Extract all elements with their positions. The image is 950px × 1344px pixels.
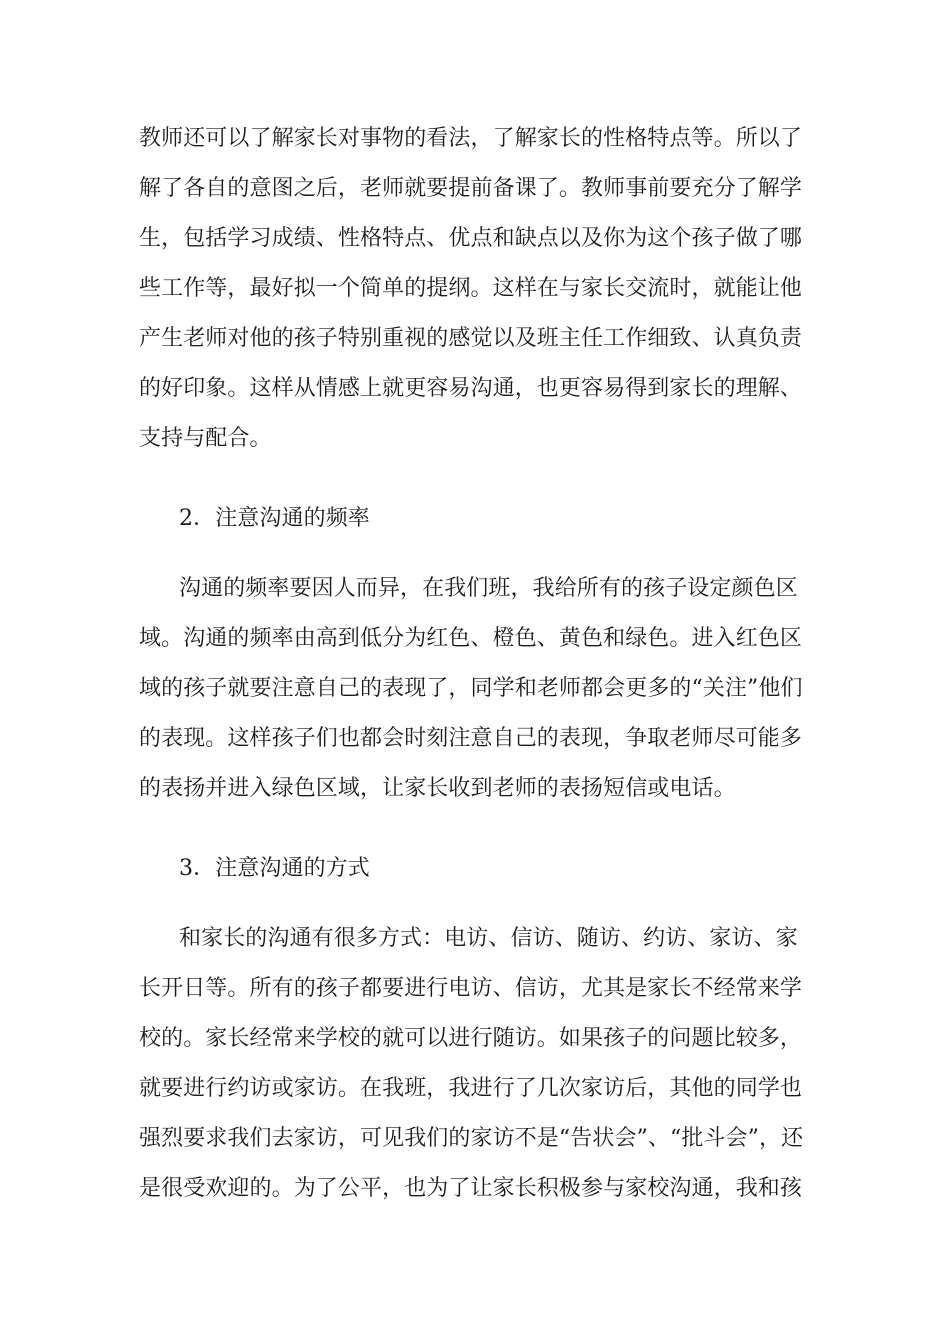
paragraph-line: 教师还可以了解家长对事物的看法，了解家长的性格特点等。所以了 [139, 126, 803, 151]
paragraph-line: 些工作等，最好拟一个简单的提纲。这样在与家长交流时，就能让他 [139, 276, 803, 301]
paragraph-line: 和家长的沟通有很多方式：电访、信访、随访、约访、家访、家 [179, 926, 798, 951]
paragraph-line: 长开日等。所有的孩子都要进行电访、信访，尤其是家长不经常来学 [139, 976, 803, 1001]
paragraph-line: 支持与配合。 [139, 426, 272, 451]
paragraph-line: 强烈要求我们去家访，可见我们的家访不是“告状会”、“批斗会”，还 [139, 1126, 804, 1151]
section-heading-3: 3．注意沟通的方式 [179, 856, 370, 881]
section-heading-2: 2．注意沟通的频率 [179, 506, 370, 531]
paragraph-line: 生，包括学习成绩、性格特点、优点和缺点以及你为这个孩子做了哪 [139, 226, 803, 251]
paragraph-line: 域。沟通的频率由高到低分为红色、橙色、黄色和绿色。进入红色区 [139, 626, 803, 651]
paragraph-line: 是很受欢迎的。为了公平，也为了让家长积极参与家校沟通，我和孩 [139, 1176, 803, 1201]
paragraph-line: 域的孩子就要注意自己的表现了，同学和老师都会更多的“关注”他们 [139, 676, 803, 701]
paragraph-line: 就要进行约访或家访。在我班，我进行了几次家访后，其他的同学也 [139, 1076, 803, 1101]
paragraph-line: 产生老师对他的孩子特别重视的感觉以及班主任工作细致、认真负责 [139, 326, 803, 351]
paragraph-line: 沟通的频率要因人而异，在我们班，我给所有的孩子设定颜色区 [179, 576, 798, 601]
paragraph-line: 的好印象。这样从情感上就更容易沟通，也更容易得到家长的理解、 [139, 376, 803, 401]
paragraph-line: 的表扬并进入绿色区域，让家长收到老师的表扬短信或电话。 [139, 776, 736, 801]
paragraph-line: 校的。家长经常来学校的就可以进行随访。如果孩子的问题比较多， [139, 1026, 803, 1051]
paragraph-line: 解了各自的意图之后，老师就要提前备课了。教师事前要充分了解学 [139, 176, 803, 201]
paragraph-line: 的表现。这样孩子们也都会时刻注意自己的表现，争取老师尽可能多 [139, 726, 803, 751]
